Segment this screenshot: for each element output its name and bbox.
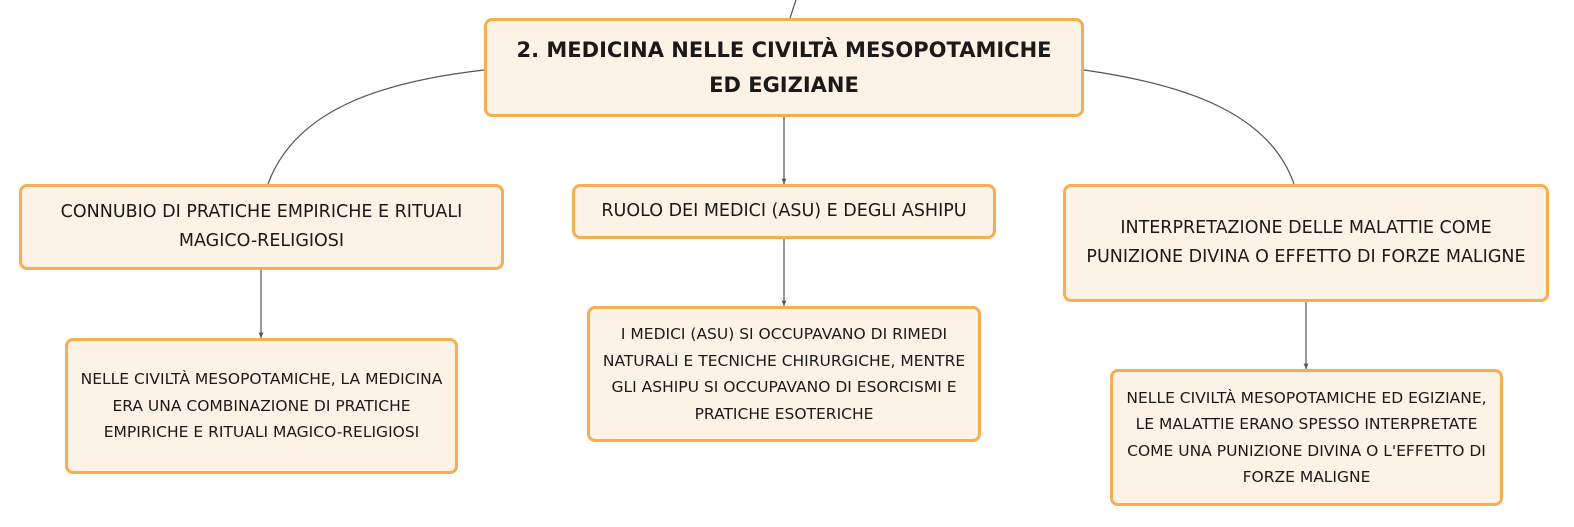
detail-text-pratiche: NELLE CIVILTÀ MESOPOTAMICHE, LA MEDICINA ERA UNA COMBINAZIONE DI PRATICHE EMPIRICHE E RITUALI MAGICO-RELIGIOSI (80, 370, 443, 442)
connector-main-to-right (1084, 70, 1294, 184)
detail-node-medici[interactable] (587, 306, 981, 442)
branch-label-malattie: INTERPRETAZIONE DELLE MALATTIE COME PUNIZIONE DIVINA O EFFETTO DI FORZE MALIGNE (1086, 218, 1526, 267)
branch-label-pratiche: CONNUBIO DI PRATICHE EMPIRICHE E RITUALI MAGICO-RELIGIOSI (60, 202, 463, 251)
branch-label-medici: RUOLO DEI MEDICI (ASU) E DEGLI ASHIPU (601, 201, 967, 221)
branch-node-malattie[interactable] (1063, 184, 1549, 302)
connector-parent-to-main (790, 0, 796, 18)
connector-main-to-left (268, 70, 484, 184)
detail-node-pratiche[interactable] (65, 338, 458, 474)
branch-node-medici[interactable] (572, 184, 996, 239)
central-topic-title: 2. MEDICINA NELLE CIVILTÀ MESOPOTAMICHE ED EGIZIANE (516, 37, 1052, 97)
branch-node-pratiche[interactable] (19, 184, 504, 270)
detail-text-medici: I MEDICI (ASU) SI OCCUPAVANO DI RIMEDI NATURALI E TECNICHE CHIRURGICHE, MENTRE GLI ASHIPU SI OCCUPAVANO DI ESORCISMI E PRATICHE ESOTERICHE (602, 325, 966, 423)
detail-text-malattie: NELLE CIVILTÀ MESOPOTAMICHE ED EGIZIANE, LE MALATTIE ERANO SPESSO INTERPRETATE COME UNA PUNIZIONE DIVINA O L'EFFETTO DI FORZE MALIGNE (1126, 388, 1487, 486)
central-topic-node[interactable] (484, 18, 1084, 117)
detail-node-malattie[interactable] (1110, 369, 1503, 506)
